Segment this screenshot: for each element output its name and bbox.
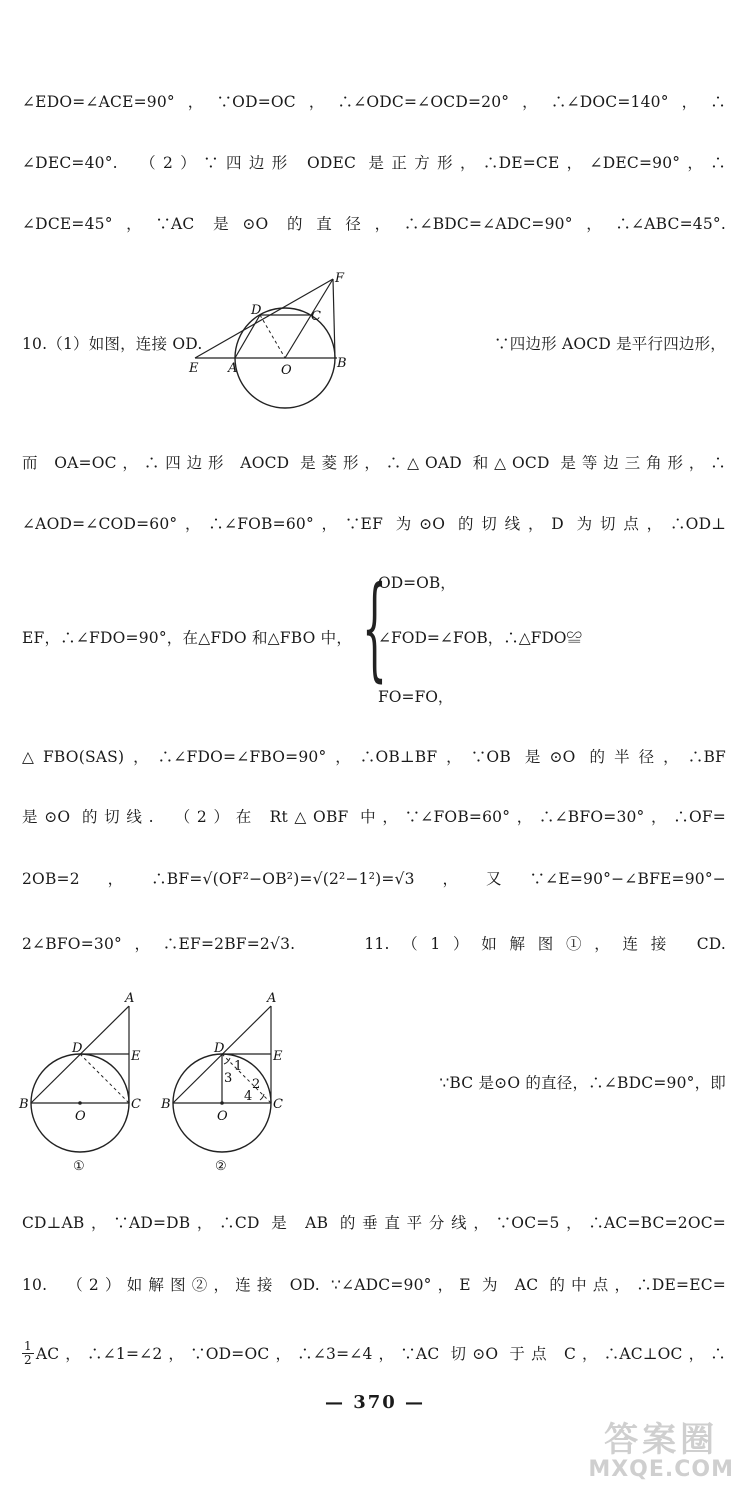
system-eq-3: FO=FO， xyxy=(378,688,454,706)
figure-q10 xyxy=(185,270,355,414)
q11-right-text: ∵BC 是⊙O 的直径，∴∠BDC=90°，即 xyxy=(439,1074,726,1092)
text-line-7: EF，∴∠FDO=90°，在△FDO 和△FBO 中， xyxy=(22,629,353,647)
text-line-14: 10. （2）如解图②，连接 OD. ∵∠ADC=90°，E 为 AC 的中点，∴DE=EC= xyxy=(22,1276,726,1294)
text-line-8: △FBO(SAS)，∴∠FDO=∠FBO=90°，∴OB⊥BF，∵OB 是⊙O 的半径，∴BF xyxy=(22,748,726,766)
watermark-logo: 答案圈 MXQE.COM xyxy=(588,1420,734,1482)
fig11a-label-C: C xyxy=(131,1097,141,1112)
text-line-6: ∠AOD=∠COD=60°，∴∠FOB=60°，∵EF 为⊙O 的切线，D 为切点，∴OD⊥ xyxy=(22,515,726,533)
fig11a-caption: ① xyxy=(73,1159,85,1174)
fig11a-label-D: D xyxy=(72,1041,83,1056)
brace: { xyxy=(362,563,387,693)
text-line-10: 2OB=2，∴BF=√(OF²−OB²)=√(2²−1²)=√3，又∵∠E=90°−∠BFE=90°− xyxy=(22,870,726,888)
q10-intro: 10.（1）如图，连接 OD. xyxy=(22,335,203,353)
text-line-15-rest: AC，∴∠1=∠2，∵OD=OC，∴∠3=∠4，∵AC 切⊙O 于点 C，∴AC⊥OC，∴ xyxy=(35,1344,726,1363)
label-C: C xyxy=(311,309,321,324)
fig11b-label-B: B xyxy=(161,1097,171,1112)
system-eq-1: OD=OB， xyxy=(378,574,456,592)
figure-q11-2 xyxy=(160,990,305,1179)
text-line-5: 而 OA=OC，∴四边形 AOCD 是菱形，∴△OAD 和△OCD 是等边三角形，∴ xyxy=(22,454,726,472)
label-A: A xyxy=(228,361,238,376)
q10-right-text: ∵四边形 AOCD 是平行四边形， xyxy=(494,335,726,353)
label-D: D xyxy=(251,303,262,318)
fig11b-label-O: O xyxy=(217,1109,228,1124)
text-line-1: ∠EDO=∠ACE=90°，∵OD=OC，∴∠ODC=∠OCD=20°，∴∠DOC=140°，∴ xyxy=(22,93,726,111)
fig11b-label-C: C xyxy=(273,1097,283,1112)
fig11b-angle-2: 2 xyxy=(252,1077,261,1092)
fig11b-angle-4: 4 xyxy=(244,1089,253,1104)
system-eq-2: ∠FOD=∠FOB，∴△FDO≌ xyxy=(378,629,583,647)
fraction-half: $\frac{1}{2}$ xyxy=(24,1339,32,1367)
label-B: B xyxy=(337,356,347,371)
fig11b-label-D: D xyxy=(214,1041,225,1056)
fig11a-label-A: A xyxy=(125,991,135,1006)
fig11b-angle-1: 1 xyxy=(234,1059,243,1074)
fig11a-label-E: E xyxy=(131,1049,141,1064)
fig11b-angle-3: 3 xyxy=(224,1071,233,1086)
fig11a-label-O: O xyxy=(75,1109,86,1124)
fig11b-label-E: E xyxy=(273,1049,283,1064)
text-line-2: ∠DEC=40°. （2）∵四边形 ODEC 是正方形，∴DE=CE，∠DEC=90°，∴ xyxy=(22,154,726,172)
label-O: O xyxy=(281,363,292,378)
fig11a-label-B: B xyxy=(19,1097,29,1112)
fig11b-label-A: A xyxy=(267,991,277,1006)
fig11b-caption: ② xyxy=(215,1159,227,1174)
text-line-9: 是⊙O 的切线. （2）在 Rt△OBF 中，∵∠FOB=60°，∴∠BFO=30°，∴OF= xyxy=(22,808,726,826)
text-line-13: CD⊥AB，∵AD=DB，∴CD 是 AB 的垂直平分线，∵OC=5，∴AC=BC=2OC= xyxy=(22,1214,726,1232)
text-line-15 xyxy=(22,1340,726,1367)
page-number: — 370 — xyxy=(324,1392,426,1413)
label-E: E xyxy=(189,361,199,376)
text-line-3: ∠DCE=45°，∵AC 是⊙O 的直径，∴∠BDC=∠ADC=90°，∴∠ABC=45°. xyxy=(22,215,726,233)
label-F: F xyxy=(335,271,345,286)
figure-q11-1 xyxy=(18,990,163,1179)
text-line-11: 2∠BFO=30°，∴EF=2BF=2√3. 11.（1）如解图①，连接 CD. xyxy=(22,935,726,953)
